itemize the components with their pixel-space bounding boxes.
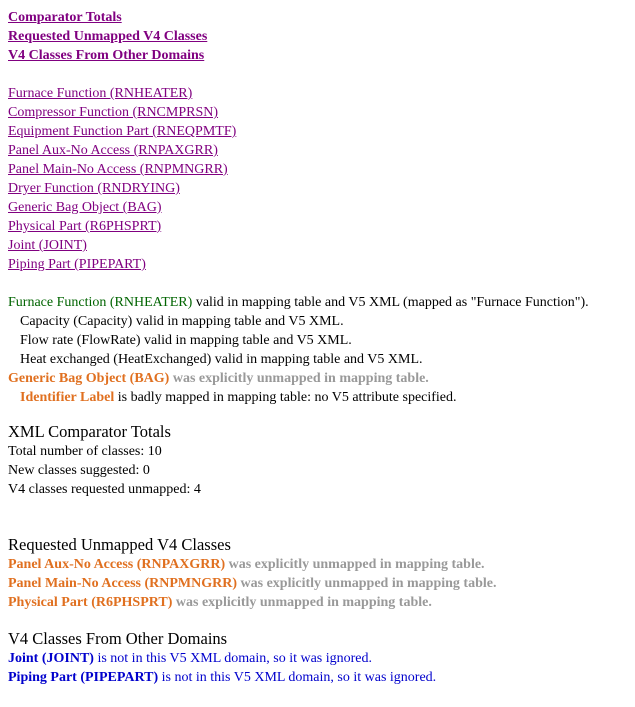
other-domains-link[interactable]: V4 Classes From Other Domains bbox=[8, 48, 205, 63]
unmapped-class-name: Panel Main-No Access (RNPMNGRR) bbox=[8, 576, 238, 591]
class-link-dryer[interactable]: Dryer Function (RNDRYING) bbox=[8, 181, 180, 196]
class-link-row bbox=[8, 236, 635, 255]
other-domain-class-name: Piping Part (PIPEPART) bbox=[8, 670, 159, 685]
requested-unmapped-link[interactable]: Requested Unmapped V4 Classes bbox=[8, 29, 208, 44]
nav-link-row bbox=[8, 27, 635, 46]
class-link-row bbox=[8, 84, 635, 103]
unmapped-status-text: was explicitly unmapped in mapping table. bbox=[237, 576, 497, 591]
other-domain-item bbox=[8, 649, 635, 668]
attribute-name: Flow rate (FlowRate) bbox=[20, 333, 141, 348]
class-link-row bbox=[8, 217, 635, 236]
class-link-row bbox=[8, 141, 635, 160]
spacer bbox=[8, 612, 635, 628]
class-link-row bbox=[8, 179, 635, 198]
spacer bbox=[8, 65, 635, 84]
identifier-attribute-name: Identifier Label bbox=[20, 390, 115, 405]
other-domains-heading: V4 Classes From Other Domains bbox=[8, 629, 228, 648]
attribute-name: Heat exchanged (HeatExchanged) bbox=[20, 352, 212, 367]
other-domain-class-name: Joint (JOINT) bbox=[8, 651, 94, 666]
attribute-status: valid in mapping table and V5 XML. bbox=[140, 333, 352, 348]
furnace-detail bbox=[8, 293, 635, 312]
class-link-row bbox=[8, 103, 635, 122]
generic-bag-class-name: Generic Bag Object (BAG) bbox=[8, 371, 170, 386]
attribute-line bbox=[8, 312, 635, 331]
class-link-panel-main[interactable]: Panel Main-No Access (RNPMNGRR) bbox=[8, 162, 228, 177]
class-link-generic-bag[interactable]: Generic Bag Object (BAG) bbox=[8, 200, 162, 215]
identifier-detail bbox=[8, 388, 635, 407]
class-link-row bbox=[8, 198, 635, 217]
spacer bbox=[8, 407, 635, 421]
other-domain-status-text: is not in this V5 XML domain, so it was ignored. bbox=[93, 651, 373, 666]
generic-bag-status-text: was explicitly unmapped in mapping table. bbox=[169, 371, 429, 386]
attribute-line bbox=[8, 331, 635, 350]
furnace-class-name: Furnace Function (RNHEATER) bbox=[8, 295, 193, 310]
totals-heading: XML Comparator Totals bbox=[8, 422, 171, 441]
class-link-compressor[interactable]: Compressor Function (RNCMPRSN) bbox=[8, 105, 219, 120]
other-domain-status-text: is not in this V5 XML domain, so it was ignored. bbox=[158, 670, 437, 685]
unmapped-class-name: Panel Aux-No Access (RNPAXGRR) bbox=[8, 557, 226, 572]
comparator-totals-link[interactable]: Comparator Totals bbox=[8, 10, 122, 25]
attribute-status: valid in mapping table and V5 XML. bbox=[132, 314, 344, 329]
class-link-piping-part[interactable]: Piping Part (PIPEPART) bbox=[8, 257, 146, 272]
unmapped-status-text: was explicitly unmapped in mapping table. bbox=[225, 557, 485, 572]
spacer bbox=[8, 499, 635, 534]
class-link-panel-aux[interactable]: Panel Aux-No Access (RNPAXGRR) bbox=[8, 143, 218, 158]
spacer bbox=[8, 274, 635, 293]
class-link-furnace[interactable]: Furnace Function (RNHEATER) bbox=[8, 86, 193, 101]
unmapped-item bbox=[8, 593, 635, 612]
class-link-row bbox=[8, 122, 635, 141]
attribute-name: Capacity (Capacity) bbox=[20, 314, 133, 329]
unmapped-status-text: was explicitly unmapped in mapping table. bbox=[172, 595, 432, 610]
nav-link-row bbox=[8, 46, 635, 65]
furnace-status-text: valid in mapping table and V5 XML (mapped as "Furnace Function"). bbox=[192, 295, 589, 310]
class-link-row bbox=[8, 255, 635, 274]
unmapped-heading: Requested Unmapped V4 Classes bbox=[8, 535, 231, 554]
other-domain-item bbox=[8, 668, 635, 687]
class-link-physical-part[interactable]: Physical Part (R6PHSPRT) bbox=[8, 219, 162, 234]
unmapped-item bbox=[8, 555, 635, 574]
attribute-line bbox=[8, 350, 635, 369]
unmapped-class-name: Physical Part (R6PHSPRT) bbox=[8, 595, 173, 610]
class-link-row bbox=[8, 160, 635, 179]
class-link-joint[interactable]: Joint (JOINT) bbox=[8, 238, 87, 253]
totals-line: V4 classes requested unmapped: 4 bbox=[8, 482, 201, 497]
totals-line: Total number of classes: 10 bbox=[8, 444, 162, 459]
nav-link-row bbox=[8, 8, 635, 27]
generic-bag-detail bbox=[8, 369, 635, 388]
attribute-status: valid in mapping table and V5 XML. bbox=[211, 352, 423, 367]
class-link-equipment[interactable]: Equipment Function Part (RNEQPMTF) bbox=[8, 124, 237, 139]
unmapped-item bbox=[8, 574, 635, 593]
totals-line: New classes suggested: 0 bbox=[8, 463, 150, 478]
identifier-status-text: is badly mapped in mapping table: no V5 attribute specified. bbox=[114, 390, 457, 405]
